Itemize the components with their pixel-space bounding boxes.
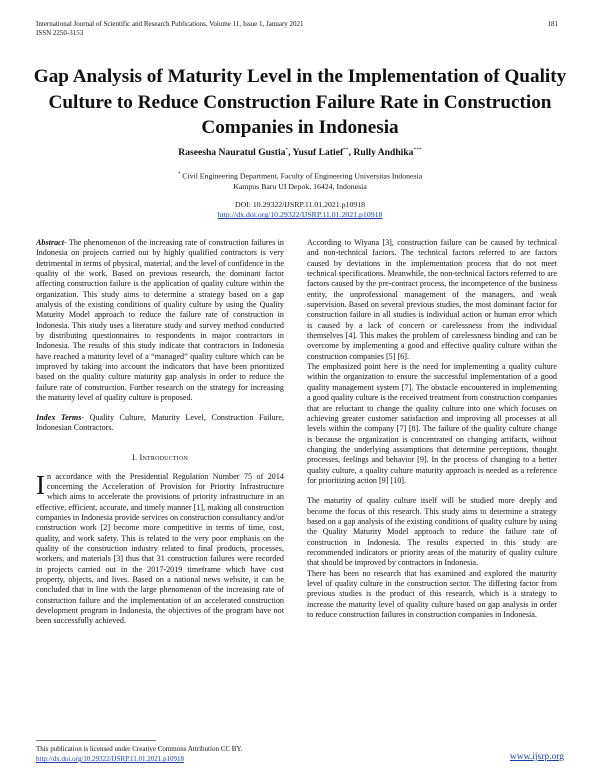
- section-number: I.: [131, 453, 138, 463]
- author-name: Yusuf Latief: [292, 147, 344, 159]
- author-mark: *: [285, 147, 289, 153]
- paper-title: Gap Analysis of Maturity Level in the Implementation of Quality Culture to Reduce Construction Failure Rate in Construction Companies in Indonesia: [33, 66, 567, 138]
- doi-link[interactable]: http://dx.doi.org/10.29322/IJSRP.11.01.2021.p10918: [217, 210, 383, 220]
- right-column: [307, 238, 557, 620]
- abstract-text: - The phenomenon of the increasing rate of construction failures in Indonesia on projects carried out by highly qualified contractors is very detrimental in terms of physical, material, and the level of confidence in the quality of the work. Based on previous research, the dominant factor affecting construction failure is the application of quality culture within the organization. This study aims to determine a strategy based on a gap analysis of the existing conditions of quality culture by using the Quality Maturity Model approach to reduce the failure rate of construction in Indonesia. This study uses a literature study and survey method conducted by distributing questionnaires to respondents in major contractors in Indonesia. The results of this study indicate that contractors in Indonesia have reached a maturity level of a “managed” quality culture which can be improved by taking into account the indicators that have been prioritized based on the quality culture maturity gap analysis in order to reduce the failure rate of construction. Further research on the strategy for increasing the maturity level of quality culture is proposed.: [36, 238, 284, 403]
- index-terms-label: Index Terms: [36, 412, 82, 422]
- page-number: 181: [547, 20, 558, 28]
- issn: ISSN 2250-3153: [36, 29, 84, 37]
- intro-paragraph: In accordance with the Presidential Regulation Number 75 of 2014 concerning the Acceleration of Provision for Priority Infrastructure which aims to accelerate the provisions of priority infrastructure in an effective, efficient, accurate, and timely manner [1], making all construction companies in Indonesia provide services on construction consultancy and/or construction work [2] become more competitive in terms of time, cost, quality, and work safety. This is related to the very poor emphasis on the quality of the construction industry related to final products, processes, workers, and materials [3] thus that 31 construction failures were recorded in projects carried out in the 2017-2019 timeframe which have cost property, objects, and lives. Based on a national news website, it can be concluded that in line with the large phenomenon of the increasing rate of construction failure and the implementation of an accelerated construction development program in Indonesia, the objectives of the program have not been successfully achieved.: [36, 469, 284, 626]
- author-list: Raseesha Nauratul Gustia*, Yusuf Latief**, Rully Andhika***: [178, 147, 422, 159]
- affiliation: * Civil Engineering Department, Faculty of Engineering Universitas Indonesia Kampus Baru UI Depok, 16424, Indonesia: [177, 171, 423, 191]
- body-paragraph: The emphasized point here is the need for implementing a quality culture within the organization to ensure the successful implementation of a good quality management system [7]. The obstacle encountered in implementing a good quality culture is the received treatment from construction companies that are reluctant to change the quality culture into one which focuses on achieving greater customer satisfaction and improving all processes at all levels within the company [7] [8]. The failure of the quality culture change is because the organization is concentrated on changing artifacts, without changing the underlying assumptions that determine perceptions, thought processes, feelings and behavior [9]. In the process of changing to a better quality culture, a quality culture maturity approach is needed as a reference for prioritizing action [9] [10].: [307, 362, 557, 485]
- license-text: This publication is licensed under Creative Commons Attribution CC BY.: [36, 745, 243, 753]
- author-name: Raseesha Nauratul Gustia: [178, 147, 286, 159]
- body-paragraph: There has been no research that has examined and explored the maturity level of quality culture in the construction sector. The differing factor from previous studies is the product of this research, which is a strategy to increase the maturity level of quality culture based on gap analysis in order to reduce construction failures in construction companies in Indonesia.: [307, 568, 557, 620]
- journal-website-link[interactable]: www.ijsrp.org: [509, 752, 564, 762]
- affiliation-mark: *: [177, 172, 181, 177]
- footer-license: [36, 744, 242, 764]
- section-title: Introduction: [139, 453, 189, 463]
- index-terms: [36, 413, 284, 434]
- doi-text: DOI: 10.29322/IJSRP.11.01.2021.p10918: [234, 200, 366, 209]
- doi-block: [0, 200, 600, 220]
- body-paragraph: According to Wiyana [3], construction failure can be caused by technical and non-technical factors. The technical factors referred to are factors caused by deviations in the implementation process that do not meet technical specifications. Meanwhile, the non-technical factors referred to are factors caused by the pre-contract process, the incompetence of the business entity, the unprofessional management of the managers, and weak supervision. Based on several previous studies, the most dominant factor for construction failure in all studies is individual action or human error which is caused by a lack of concern or carelessness from the individual themselves [4]. This makes the problem of carelessness binding and can be overcome by implementing a good and effective quality culture within the construction companies [5] [6].: [307, 238, 557, 361]
- body-paragraph: The maturity of quality culture itself will be studied more deeply and become the focus of this research. This study aims to determine a strategy based on a gap analysis of the existing conditions of quality culture by using the Quality Maturity Model approach to reduce the failure rate of construction in Indonesia. The results expected in this study are recommended indicators or priority areas of the maturity of quality culture that should be improved by contractors in Indonesia.: [307, 496, 557, 568]
- drop-cap: I: [36, 469, 45, 500]
- author-mark: ***: [413, 147, 422, 153]
- running-header: [36, 20, 304, 38]
- author-name: Rully Andhika: [353, 147, 414, 159]
- left-column: [36, 238, 284, 627]
- author-mark: **: [343, 147, 349, 153]
- index-terms-text: - Quality Culture, Maturity Level, Construction Failure, Indonesian Contractors.: [36, 412, 284, 432]
- footer-doi-link[interactable]: http://dx.doi.org/10.29322/IJSRP.11.01.2021.p10918: [36, 755, 184, 763]
- footer-divider: [36, 740, 156, 741]
- abstract: [36, 238, 284, 404]
- journal-line: International Journal of Scientific and Research Publications, Volume 11, Issue 1, January 2021: [36, 20, 304, 28]
- section-heading-introduction: [36, 453, 284, 463]
- abstract-label: Abstract: [36, 238, 64, 247]
